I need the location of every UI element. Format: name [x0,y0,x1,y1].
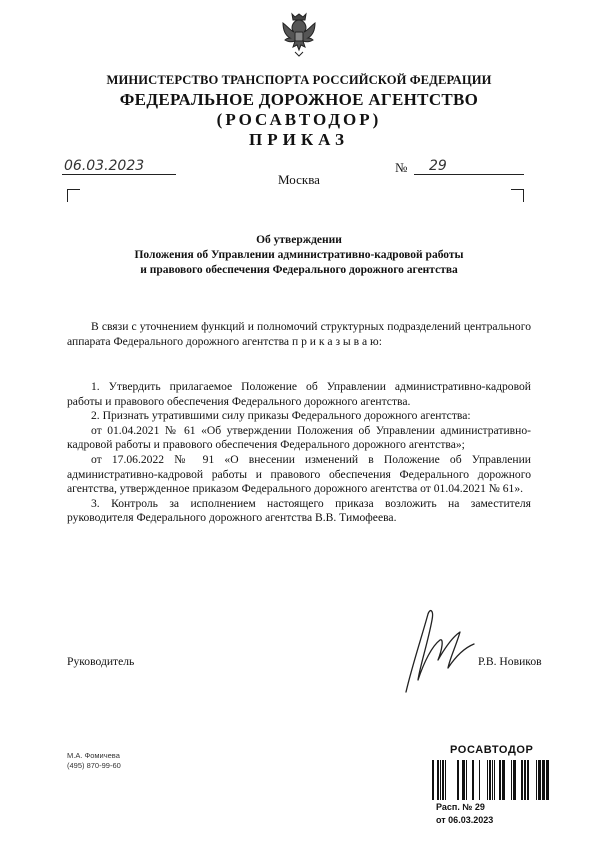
order-item-1: 1. Утвердить прилагаемое Положение об Управлении административно-кадровой работы и правового обеспечения Федерального дорожного агентства. [67,380,531,408]
subject-corner-right [511,189,524,202]
barcode-bar [513,760,516,800]
barcode-bar [524,760,526,800]
executor-name: М.А. Фомичева [67,751,120,760]
ministry-heading: МИНИСТЕРСТВО ТРАНСПОРТА РОССИЙСКОЙ ФЕДЕРАЦИИ [106,73,492,87]
subject-line-2: Положения об Управлении административно-кадровой работы [134,249,464,261]
barcode-bar [437,760,439,800]
barcode-bar [546,760,549,800]
barcode-bar [521,760,523,800]
signatory-title: Руководитель [67,655,135,668]
barcode-bar [542,760,545,800]
barcode-bar [499,760,501,800]
order-date: 06.03.2023 [64,158,145,174]
barcode-bar [440,760,441,800]
order-item-3: 3. Контроль за исполнением настоящего приказа возложить на заместителя руководителя Федерального дорожного агентства В.В. Тимофеева. [67,496,531,525]
document-type: ПРИКАЗ [249,130,349,149]
barcode-bar [511,760,512,800]
registration-date: от 06.03.2023 [436,815,494,825]
subject-line-1: Об утверждении [256,234,342,246]
order-number: 29 [429,158,447,174]
barcode-bar [489,760,491,800]
barcode-bar [472,760,474,800]
registration-number: Расп. № 29 [436,802,485,812]
signatory-name: Р.В. Новиков [478,655,542,668]
barcode-bar [432,760,434,800]
barcode [432,760,550,800]
order-item-2: 2. Признать утратившими силу приказы Федерального дорожного агентства: [91,409,471,423]
agency-short-name: (РОСАВТОДОР) [216,110,382,129]
number-sign: № [395,160,408,175]
barcode-bar [536,760,537,800]
barcode-bar [487,760,488,800]
barcode-bar [527,760,529,800]
barcode-bar [462,760,465,800]
barcode-bar [457,760,459,800]
subject-corner-left [67,189,80,202]
barcode-bar [445,760,446,800]
order-item-2b: от 17.06.2022 № 91 «О внесении изменений в Положение об Управлении административно-кадровой работы и правового обеспечения Федерального дорожного агентства, утвержденное приказом Федерального дорожного агентства от 01.04.2021 № 61». [67,452,531,496]
barcode-bar [442,760,444,800]
preamble-paragraph: В связи с уточнением функций и полномочий структурных подразделений центрального аппарата Федерального дорожного агентства п р и к а з ы в а ю: [67,320,531,348]
agency-heading: ФЕДЕРАЛЬНОЕ ДОРОЖНОЕ АГЕНТСТВО [119,90,479,109]
city: Москва [278,172,320,187]
barcode-bar [466,760,467,800]
subject-line-3: и правового обеспечения Федерального дорожного агентства [140,264,458,276]
order-item-2a: от 01.04.2021 № 61 «Об утверждении Положения об Управлении административно-кадровой работы и правового обеспечения Федерального дорожного агентства»; [67,423,531,452]
registration-stamp-org: РОСАВТОДОР [450,744,534,756]
barcode-bar [494,760,495,800]
coat-of-arms-emblem [278,10,320,60]
barcode-bar [479,760,480,800]
order-items [67,380,531,526]
barcode-bar [492,760,493,800]
barcode-bar [538,760,541,800]
barcode-bar [502,760,505,800]
order-subject [0,233,598,278]
handwritten-signature [398,606,478,698]
executor-phone: (495) 870-99-60 [67,761,121,770]
number-underline [414,174,524,175]
